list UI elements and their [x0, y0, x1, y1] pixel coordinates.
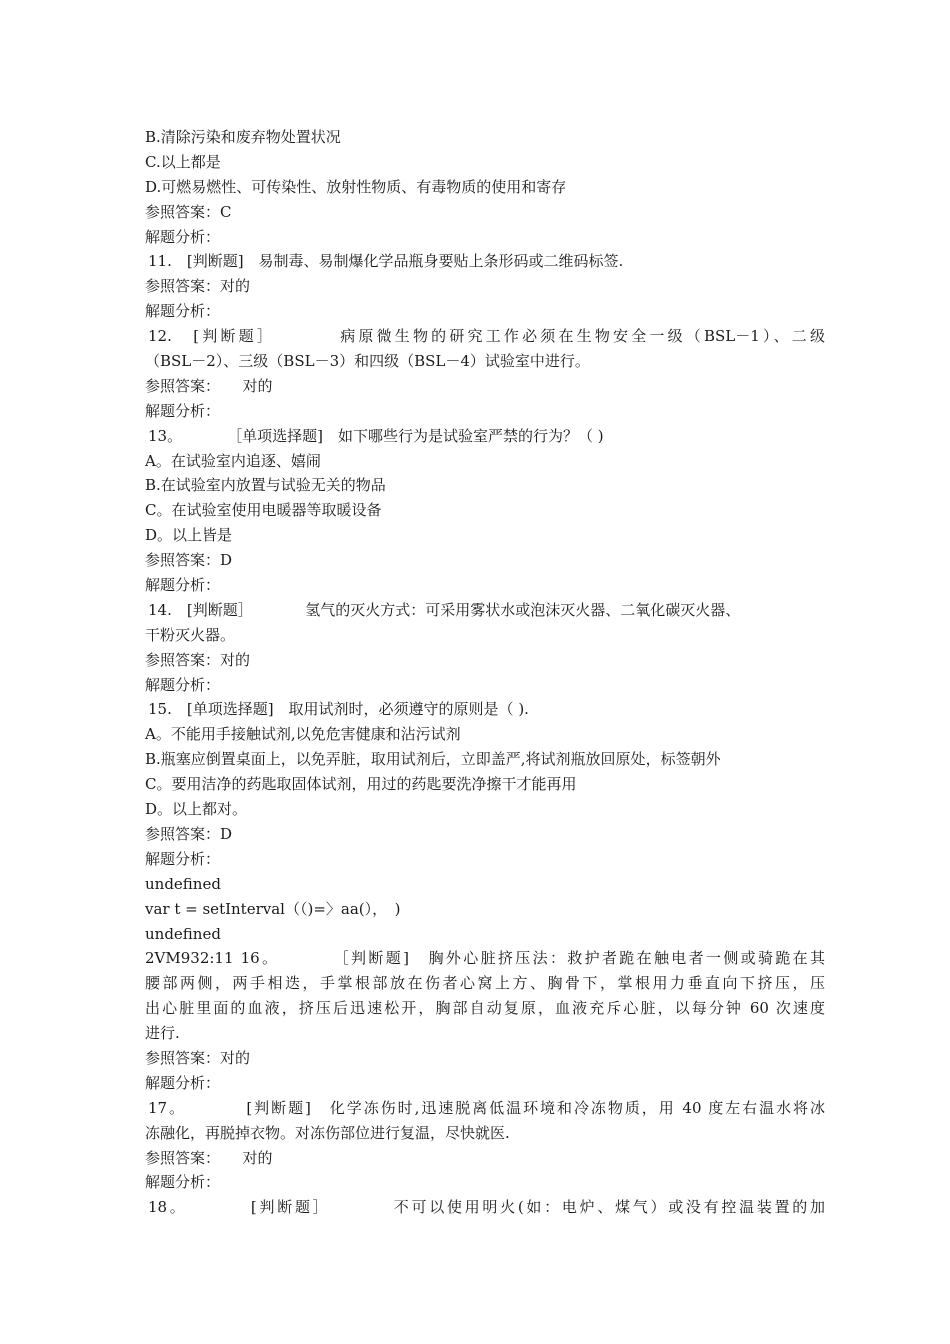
- option-c: C.以上都是: [145, 152, 221, 171]
- question-12: 12. [判断题］ 病原微生物的研究工作必须在生物安全一级（BSL－1）、二级: [148, 327, 825, 346]
- option-d: D.可燃易燃性、可传染性、放射性物质、有毒物质的使用和寄存: [145, 177, 567, 196]
- analysis-label: 解题分析：: [145, 302, 221, 321]
- option-b: B.在试验室内放置与试验无关的物品: [145, 476, 386, 495]
- question-17: 17。 [判断题] 化学冻伤时,迅速脱离低温环境和冷冻物质，用 40 度左右温水将冰: [148, 1098, 825, 1117]
- question-16-cont: 出心脏里面的血液，挤压后迅速松开，胸部自动复原，血液充斥心脏，以每分钟 60 次速度: [145, 999, 825, 1018]
- question-16: 2VM932:11 16。 ［判断题] 胸外心脏挤压法：救护者跪在触电者一侧或骑跪在其: [145, 949, 825, 968]
- analysis-label: 解题分析：: [145, 1173, 221, 1192]
- reference-answer: 参照答案： 对的: [145, 376, 273, 395]
- question-18: 18。 [判断题］ 不可以使用明火(如：电炉、煤气）或没有控温装置的加: [148, 1198, 825, 1217]
- reference-answer: 参照答案：对的: [145, 1048, 251, 1067]
- question-14: 14. [判断题］ 氢气的灭火方式：可采用雾状水或泡沫灭火器、二氧化碳灭火器、: [148, 600, 741, 619]
- question-16-cont: 腰部两侧，两手相迭，手掌根部放在伤者心窝上方、胸骨下，掌根用力垂直向下挤压，压: [145, 974, 825, 993]
- analysis-label: 解题分析：: [145, 576, 221, 595]
- option-a: A。不能用手接触试剂,以免危害健康和沾污试剂: [145, 725, 461, 744]
- question-13: 13。 ［单项选择题] 如下哪些行为是试验室严禁的行为？（ ): [148, 426, 604, 445]
- option-a: A。在试验室内追逐、嬉闹: [145, 451, 321, 470]
- analysis-label: 解题分析：: [145, 1073, 221, 1092]
- option-d: D。以上都对。: [145, 800, 248, 819]
- analysis-label: 解题分析：: [145, 849, 221, 868]
- console-output-line: undefined: [145, 874, 221, 893]
- option-b: B.瓶塞应倒置桌面上，以免弄脏，取用试剂后，立即盖严,将试剂瓶放回原处，标签朝外: [145, 750, 721, 769]
- option-b: B.清除污染和废弃物处置状况: [145, 128, 341, 146]
- question-17-cont: 冻融化，再脱掉衣物。对冻伤部位进行复温，尽快就医.: [145, 1123, 510, 1142]
- reference-answer: 参照答案：D: [145, 824, 233, 843]
- option-c: C。要用洁净的药匙取固体试剂，用过的药匙要洗净擦干才能再用: [145, 775, 577, 794]
- analysis-label: 解题分析：: [145, 675, 221, 694]
- question-15: 15. [单项选择题] 取用试剂时，必须遵守的原则是（ ).: [148, 700, 529, 719]
- reference-answer: 参照答案： 对的: [145, 1148, 273, 1167]
- question-16-cont: 进行.: [145, 1024, 180, 1043]
- reference-answer: 参照答案：D: [145, 551, 233, 570]
- reference-answer: 参照答案：对的: [145, 650, 251, 669]
- console-code-line: var t = setInterval（（)=〉aa(）， ): [145, 899, 401, 918]
- question-12-cont: （BSL－2）、三级（BSL－3）和四级（BSL－4）试验室中进行。: [145, 352, 590, 371]
- reference-answer: 参照答案：对的: [145, 277, 251, 296]
- option-c: C。在试验室使用电暖器等取暖设备: [145, 501, 382, 520]
- analysis-label: 解题分析：: [145, 227, 221, 246]
- question-11: 11. [判断题] 易制毒、易制爆化学品瓶身要贴上条形码或二维码标签.: [148, 252, 624, 271]
- option-d: D。以上皆是: [145, 526, 233, 545]
- question-14-cont: 干粉灭火器。: [145, 625, 236, 644]
- document-body: [145, 125, 825, 1220]
- reference-answer: 参照答案：C: [145, 202, 232, 221]
- console-output-line: undefined: [145, 924, 221, 943]
- analysis-label: 解题分析：: [145, 401, 221, 420]
